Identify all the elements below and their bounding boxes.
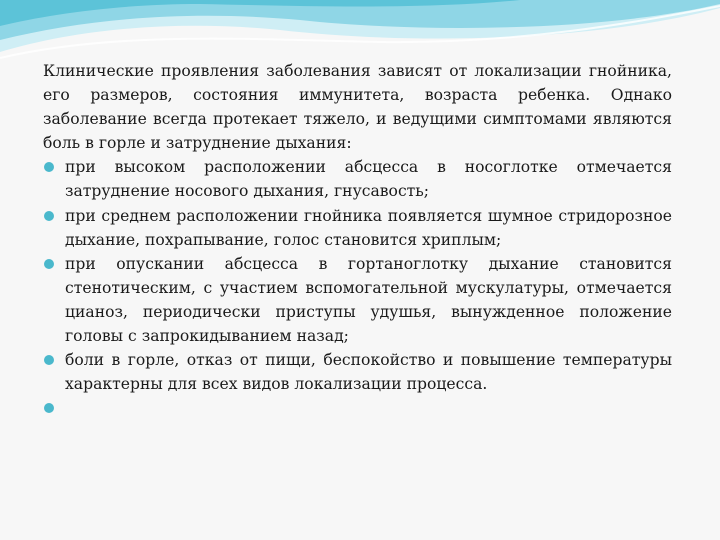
- circle-bullet-icon: [44, 211, 54, 221]
- bullet-list: [43, 155, 672, 420]
- bullet-text: при высоком расположении абсцесса в носоглотке отмечается затруднение носового дыхания, гнусавость;: [65, 158, 672, 201]
- circle-bullet-icon: [44, 403, 54, 413]
- bullet-item: [43, 252, 672, 348]
- bullet-item: [43, 155, 672, 203]
- slide-body: [43, 59, 672, 420]
- circle-bullet-icon: [44, 355, 54, 365]
- circle-bullet-icon: [44, 162, 54, 172]
- bullet-text: боли в горле, отказ от пищи, беспокойство и повышение температуры характерны для всех видов локализации процесса.: [65, 351, 672, 394]
- bullet-item: [43, 204, 672, 252]
- bullet-text: при опускании абсцесса в гортаноглотку дыхание становится стенотическим, с участием вспомогательной мускулатуры, отмечается цианоз, периодически приступы удушья, вынужденное положение головы с запрокидыванием назад;: [65, 254, 672, 346]
- circle-bullet-icon: [44, 259, 54, 269]
- bullet-item-empty: [43, 396, 672, 420]
- bullet-item: [43, 348, 672, 396]
- intro-paragraph: Клинические проявления заболевания зависят от локализации гнойника, его размеров, состояния иммунитета, возраста ребенка. Однако заболевание всегда протекает тяжело, и ведущими симптомами являются боль в горле и затруднение дыхания:: [43, 62, 672, 153]
- bullet-text: при среднем расположении гнойника появляется шумное стридорозное дыхание, похрапывание, голос становится хриплым;: [65, 206, 672, 249]
